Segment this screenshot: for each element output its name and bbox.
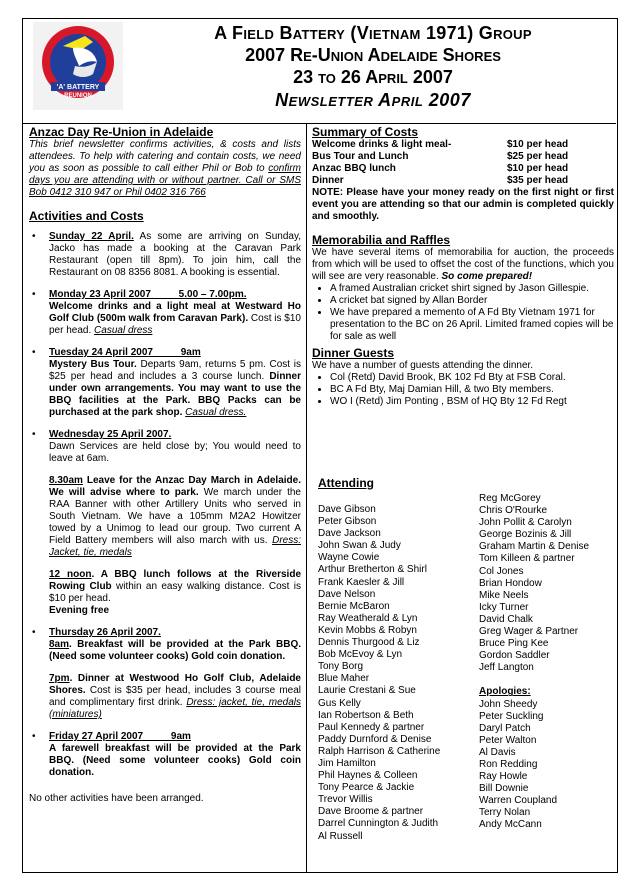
- column-divider: [306, 123, 307, 872]
- intro-contact: confirm days you are attending with or without partner. Call or SMS Bob 0412 310 947 or Phil 0402 316 766: [29, 163, 301, 198]
- attendee: Ian Robertson & Beth: [318, 709, 414, 721]
- sunday-date: Sunday 22 April.: [49, 231, 134, 242]
- attendee: Gus Kelly: [318, 697, 361, 709]
- cost-price: $35 per head: [507, 175, 569, 186]
- activity-bbq-lunch: [29, 569, 301, 617]
- attendee: Paul Kennedy & partner: [318, 721, 425, 733]
- left-column: [29, 125, 301, 805]
- apology-name: Ray Howle: [479, 771, 528, 783]
- attendee: Tom Killeen & partner: [479, 553, 575, 565]
- apology-name: Bill Downie: [479, 783, 529, 795]
- thursday-bold: . Breakfast will be provided at the Park BBQ. (Need some volunteer cooks) Gold coin donation.: [49, 639, 301, 662]
- dinner-bold: . Dinner at Westwood Ho Golf Club, Adelaide Shores.: [49, 673, 301, 696]
- logo-text-bottom: REUNION: [64, 93, 92, 99]
- activity-wednesday: [29, 429, 301, 465]
- memorabilia-heading: Memorabilia and Raffles: [312, 233, 451, 247]
- battery-reunion-logo: [33, 22, 123, 110]
- tuesday-dress: Casual dress.: [185, 407, 247, 418]
- bullet-icon: •: [32, 289, 36, 300]
- attendee: Col Jones: [479, 565, 524, 577]
- cost-price: $25 per head: [507, 151, 569, 162]
- attendee: Blue Maher: [318, 673, 370, 685]
- attendee: Jim Hamilton: [318, 757, 376, 769]
- attendee: Dave Broome & partner: [318, 806, 424, 818]
- attendee: Reg McGorey: [479, 493, 541, 504]
- guests-list: [312, 372, 614, 408]
- tuesday-heading: Tuesday 24 April 2007 9am: [49, 347, 201, 358]
- attending-column-2: [479, 493, 615, 832]
- friday-bold: A farewell breakfast will be provided at the Park BBQ. (Need some volunteer cooks) Gold coin donation.: [49, 743, 301, 778]
- march-text: We march under the RAA Banner with other Artillery Units who served in South Vietnam. We have a 105mm M2A2 Howitzer towed by a Unimog to lead our group. Two current A Field Battery members will also march with us.: [49, 487, 301, 546]
- apology-name: Al Davis: [479, 746, 516, 758]
- attendee: John Swan & Judy: [318, 540, 401, 552]
- monday-bold: Welcome drinks and a light meal at Westward Ho Golf Club (500m walk from Caravan Park).: [49, 301, 301, 324]
- noon-text: within an easy walking distance. Cost is $10 per head.: [49, 581, 301, 604]
- bullet-icon: •: [32, 429, 36, 440]
- attendee: Trevor Willis: [318, 794, 373, 806]
- guests-heading: Dinner Guests: [312, 346, 395, 360]
- attending-list-2: [479, 493, 615, 674]
- attendee: George Bozinis & Jill: [479, 529, 572, 541]
- attendee: Chris O'Rourke: [479, 505, 548, 517]
- memorabilia-item: • A framed Australian cricket shirt signed by Jason Gillespie.: [330, 283, 614, 295]
- cost-price: $10 per head: [507, 139, 569, 150]
- attendee: Darrel Cunnington & Judith: [318, 818, 439, 830]
- cost-item: Anzac BBQ lunch: [312, 163, 396, 174]
- apology-name: Terry Nolan: [479, 807, 531, 819]
- title-reunion: 2007 Re-Union Adelaide Shores: [245, 45, 501, 65]
- tuesday-paragraph: [49, 359, 301, 419]
- attending-heading: Attending: [318, 476, 374, 490]
- attendee: Tony Pearce & Jackie: [318, 782, 415, 794]
- attendee: Jeff Langton: [479, 662, 534, 674]
- costs-heading: Summary of Costs: [312, 125, 419, 139]
- activity-sunday: [29, 231, 301, 279]
- apology-name: John Sheedy: [479, 698, 538, 710]
- attendee: Al Russell: [318, 830, 363, 842]
- right-column: [312, 125, 614, 408]
- thursday-paragraph: [49, 639, 301, 663]
- attendee: Wayne Cowie: [318, 552, 380, 564]
- intro-text: This brief newsletter confirms activities, & costs and lists attendees. To help with catering and contain costs, we need you as soon as possible to call either Phil or Bob to: [29, 139, 301, 174]
- cost-item: Dinner: [312, 175, 344, 186]
- apologies-heading: Apologies:: [479, 686, 531, 698]
- cost-row: [312, 175, 614, 187]
- noon-time: 12 noon: [49, 569, 92, 580]
- apology-name: Ron Redding: [479, 758, 538, 770]
- attending-section: [318, 476, 374, 490]
- intro-heading: Anzac Day Re-Union in Adelaide: [29, 125, 214, 139]
- march-paragraph: [49, 475, 301, 559]
- cost-row: [312, 139, 614, 151]
- title-newsletter: Newsletter April 2007: [275, 90, 471, 110]
- wednesday-text: Dawn Services are held close by; You would need to leave at 6am.: [49, 441, 301, 464]
- apologies-list: [479, 699, 615, 832]
- cost-item: Welcome drinks & light meal-: [312, 139, 452, 150]
- activity-monday: [29, 289, 301, 337]
- attending-column-1: [318, 504, 478, 843]
- guests-intro: We have a number of guests attending the dinner.: [312, 360, 534, 371]
- attendee: Bob McEvoy & Lyn: [318, 649, 403, 661]
- dinner-paragraph: [49, 673, 301, 721]
- bullet-icon: •: [32, 627, 36, 638]
- bullet-icon: •: [32, 347, 36, 358]
- memorabilia-item: • A cricket bat signed by Allan Border: [330, 295, 614, 307]
- guest-item: • WO I (Retd) Jim Ponting , BSM of HQ Bty 12 Fd Regt: [330, 396, 614, 408]
- attendee: Laurie Crestani & Sue: [318, 685, 416, 697]
- cost-row: [312, 163, 614, 175]
- noon-bold: . A BBQ lunch follows at the Riverside Rowing Club: [49, 569, 302, 592]
- guest-item: • Col (Retd) David Brook, BK 102 Fd Bty at FSB Coral.: [330, 372, 614, 384]
- wednesday-heading: Wednesday 25 April 2007.: [49, 429, 172, 440]
- dinner-time: 7pm: [49, 673, 70, 684]
- attendee: Kevin Mobbs & Robyn: [318, 624, 417, 636]
- attendee: Paddy Durnford & Denise: [318, 733, 432, 745]
- activity-march: [29, 475, 301, 559]
- activity-friday: [29, 731, 301, 779]
- attendee: Frank Kaesler & Jill: [318, 576, 405, 588]
- activity-tuesday: [29, 347, 301, 419]
- header-divider: [23, 123, 616, 124]
- title-dates: 23 to 26 April 2007: [293, 67, 453, 87]
- attendee: Gordon Saddler: [479, 650, 550, 662]
- activities-heading: Activities and Costs: [29, 209, 144, 223]
- newsletter-page: [22, 18, 618, 873]
- attendee: Dave Jackson: [318, 528, 381, 540]
- thursday-heading: Thursday 26 April 2007.: [49, 627, 161, 638]
- attendee: Bernie McBaron: [318, 600, 390, 612]
- attendee: Bruce Ping Kee: [479, 638, 549, 650]
- thursday-time: 8am: [49, 639, 70, 650]
- memo-paragraph: [312, 247, 614, 283]
- newsletter-header: [23, 19, 616, 117]
- attendee: John Pollit & Carolyn: [479, 517, 572, 529]
- guest-item: • BC A Fd Bty, Maj Damian Hill, & two Bty members.: [330, 384, 614, 396]
- apology-name: Peter Suckling: [479, 710, 544, 722]
- cost-row: [312, 151, 614, 163]
- attendee: Graham Martin & Denise: [479, 541, 590, 553]
- costs-note: NOTE: Please have your money ready on the first night or first event you are attending so that our admin is completed quickly and smoothly.: [312, 187, 614, 222]
- attendee: Mike Neels: [479, 589, 529, 601]
- title-group: A Field Battery (Vietnam 1971) Group: [214, 23, 532, 43]
- sunday-text: As some are arriving on Sunday, Jacko has made a booking at the Caravan Park Restaurant (open till 8pm). To join him, call the Restaurant on 08 8356 8081. A booking is essential.: [49, 231, 302, 278]
- cost-price: $10 per head: [507, 163, 569, 174]
- apology-name: Peter Walton: [479, 734, 537, 746]
- attendee: Brian Hondow: [479, 577, 542, 589]
- activity-thursday: [29, 627, 301, 663]
- newsletter-titles: [133, 22, 613, 112]
- memo-text: We have several items of memorabilia for auction, the proceeds from which will be used to offset the cost of the functions, which you will see are very reasonable.: [312, 247, 614, 282]
- cost-item: Bus Tour and Lunch: [312, 151, 409, 162]
- monday-dress: Casual dress: [94, 325, 153, 336]
- attendee: Icky Turner: [479, 601, 529, 613]
- tuesday-text: Departs 9am, returns 5 pm. Cost is $25 per head and includes a 3 course lunch.: [49, 359, 301, 382]
- dinner-text: Cost is $35 per head, includes 3 course meal and complimentary first drink.: [49, 685, 301, 708]
- attendee: Ralph Harrison & Catherine: [318, 745, 441, 757]
- apology-name: Daryl Patch: [479, 722, 531, 734]
- bullet-icon: •: [32, 731, 36, 742]
- attendee: Greg Wager & Partner: [479, 626, 579, 638]
- apology-name: Andy McCann: [479, 819, 542, 831]
- attendee: Phil Haynes & Colleen: [318, 770, 418, 782]
- attendee: Dave Gibson: [318, 504, 376, 515]
- sunday-paragraph: [49, 231, 301, 279]
- noon-paragraph: [49, 569, 301, 605]
- closing-note: No other activities have been arranged.: [29, 793, 204, 804]
- attendee: Dave Nelson: [318, 588, 376, 600]
- apology-name: Warren Coupland: [479, 795, 558, 807]
- tuesday-bold1: Mystery Bus Tour.: [49, 359, 137, 370]
- march-dress: Dress: Jacket, tie, medals: [49, 535, 301, 558]
- memo-italic: So come prepared!: [441, 271, 533, 282]
- bullet-icon: •: [32, 231, 36, 242]
- march-bold: Leave for the Anzac Day March in Adelaide. We will advise where to park.: [49, 475, 301, 498]
- attendee: David Chalk: [479, 613, 533, 625]
- attendee: Tony Borg: [318, 661, 364, 673]
- dinner-dress: Dress: jacket, tie, medals (miniatures): [49, 697, 301, 720]
- friday-heading: Friday 27 April 2007 9am: [49, 731, 191, 742]
- monday-text: Cost is $10 per head.: [49, 313, 301, 336]
- march-time: 8.30am: [49, 475, 83, 486]
- monday-heading: Monday 23 April 2007 5.00 – 7.00pm.: [49, 289, 247, 300]
- monday-paragraph: [49, 301, 301, 337]
- memorabilia-item: • We have prepared a memento of A Fd Bty Vietnam 1971 for presentation to the BC on 26 April. Limited framed copies will be for sale as well: [330, 307, 614, 343]
- noon-free: Evening free: [49, 605, 110, 616]
- attendee: Arthur Bretherton & Shirl: [318, 564, 427, 576]
- logo-text-top: 'A' BATTERY: [56, 84, 100, 91]
- activity-dinner: [29, 673, 301, 721]
- attendee: Peter Gibson: [318, 516, 377, 528]
- attendee: Dennis Thurgood & Liz: [318, 637, 420, 649]
- tuesday-bold2: Dinner under own arrangements. You may want to use the BBQ facilities at the Park. BBQ Packs can be purchased at the park shop.: [49, 371, 301, 418]
- costs-list: [312, 139, 614, 187]
- intro-paragraph: [29, 139, 301, 199]
- attendee: Ray Weatherald & Lyn: [318, 612, 418, 624]
- memorabilia-list: [312, 283, 614, 343]
